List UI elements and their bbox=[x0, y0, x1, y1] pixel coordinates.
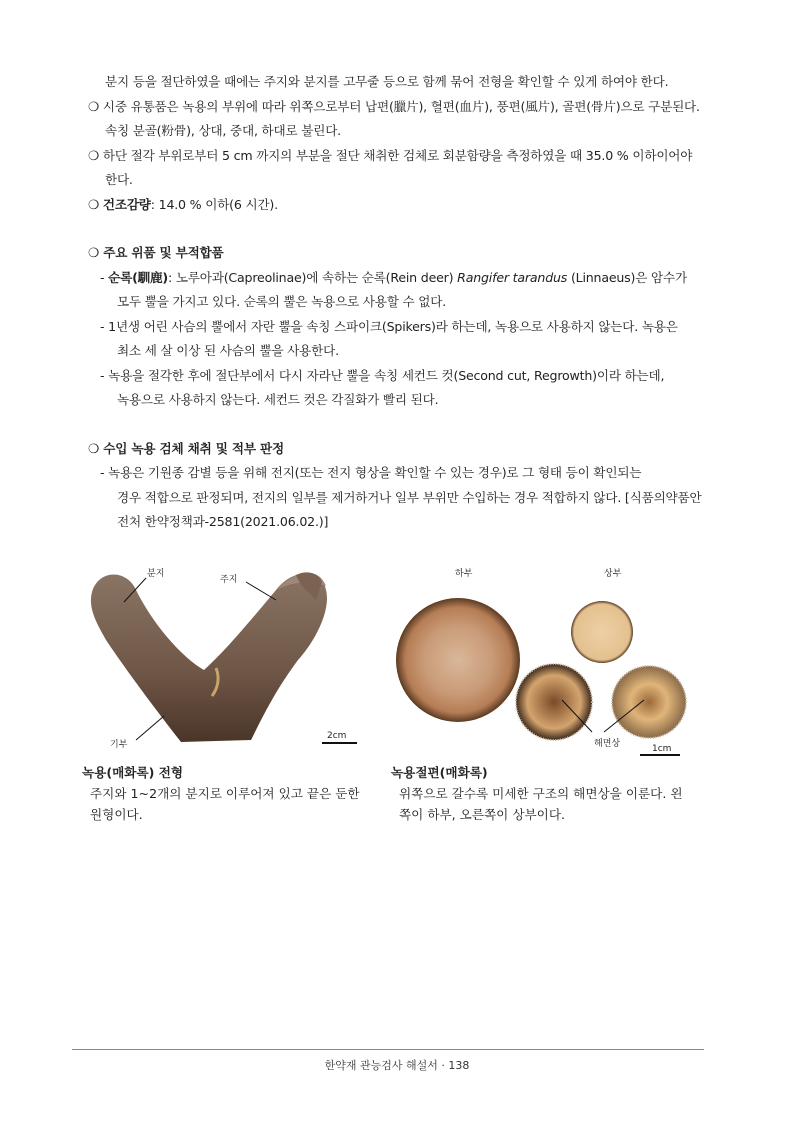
caption-title-left: 녹용(매화록) 전형 bbox=[82, 765, 184, 780]
slice-middle bbox=[516, 664, 592, 740]
caption-left: 주지와 1~2개의 분지로 이루어져 있고 끝은 둔한 원형이다. bbox=[90, 786, 360, 822]
antler-slices-photo bbox=[392, 590, 692, 750]
label-branch: 분지 bbox=[147, 569, 165, 579]
slice-upper-right bbox=[612, 666, 686, 738]
text-line: 속칭 분골(粉骨), 상대, 중대, 하대로 불린다. bbox=[105, 123, 341, 138]
label-spongy: 해면상 bbox=[594, 739, 621, 749]
dash-item-second-cut: - 녹용을 절각한 후에 절단부에서 다시 자라난 뿔을 속칭 세컨드 컷(Second cut, Regrowth)이라 하는데, bbox=[100, 367, 665, 383]
scale-label-2cm: 2cm bbox=[327, 731, 347, 741]
section-title-adulterants: ❍ 주요 위품 및 부적합품 bbox=[88, 245, 224, 260]
caption-right: 위쪽으로 갈수록 미세한 구조의 해면상을 이룬다. 왼 쪽이 하부, 오른쪽이 상부이다. bbox=[399, 786, 683, 822]
dash-item-import: - 녹용은 기원종 감별 등을 위해 전지(또는 전지 형상을 확인할 수 있는 경우)로 그 형태 등이 확인되는 bbox=[100, 465, 642, 480]
scale-bar-1cm bbox=[640, 754, 680, 756]
text-line: 경우 적합으로 판정되며, 전지의 일부를 제거하거나 일부 부위만 수입하는 경우 적합하지 않다. [식품의약품안 bbox=[117, 489, 702, 505]
page-footer bbox=[0, 1057, 794, 1073]
scale-label-1cm: 1cm bbox=[652, 744, 672, 754]
text-line: 한다. bbox=[105, 172, 133, 187]
footer-rule bbox=[72, 1049, 704, 1050]
label-upper: 상부 bbox=[604, 569, 622, 579]
bullet-drying-loss: ❍ 건조감량: 14.0 % 이하(6 시간). bbox=[88, 196, 278, 212]
text-line: 모두 뿔을 가지고 있다. 순록의 뿔은 녹용으로 사용할 수 없다. bbox=[117, 294, 447, 309]
footer-title: 한약재 관능검사 해설서 bbox=[324, 1059, 438, 1072]
label-base: 기부 bbox=[110, 740, 128, 750]
label-main-beam: 주지 bbox=[220, 575, 238, 585]
slice-top-small bbox=[571, 601, 633, 663]
scale-bar-2cm bbox=[322, 742, 357, 744]
bullet-retail-grades: ❍ 시중 유통품은 녹용의 부위에 따라 위쪽으로부터 납편(臘片), 혈편(血片), 풍편(風片), 골편(骨片)으로 구분된다. bbox=[88, 98, 700, 114]
page-number: 138 bbox=[448, 1059, 470, 1072]
dash-item-reindeer: - 순록(馴鹿): 노루아과(Capreolinae)에 속하는 순록(Rein deer) Rangifer tarandus (Linnaeus)은 암수가 bbox=[100, 269, 687, 285]
body-text bbox=[88, 70, 708, 535]
label-lower: 하부 bbox=[455, 569, 473, 579]
section-title-import-sampling: ❍ 수입 녹용 검체 채취 및 적부 판정 bbox=[88, 440, 284, 456]
slice-lower-large bbox=[396, 598, 520, 722]
footer-separator: · bbox=[441, 1059, 445, 1072]
leader-main bbox=[246, 582, 276, 600]
bullet-ash-content: ❍ 하단 절각 부위로부터 5 cm 까지의 부분을 절단 채취한 검체로 회분함량을 측정하였을 때 35.0 % 이하이어야 bbox=[88, 147, 693, 163]
text-line: 분지 등을 절단하였을 때에는 주지와 분지를 고무줄 등으로 함께 묶어 전형을 확인할 수 있게 하여야 한다. bbox=[105, 74, 669, 89]
antler-photo bbox=[86, 560, 361, 750]
text-line: 녹용으로 사용하지 않는다. 세컨드 컷은 각질화가 빨리 된다. bbox=[117, 392, 439, 407]
caption-title-right: 녹용절편(매화록) bbox=[391, 765, 488, 780]
dash-item-spikers: - 1년생 어린 사슴의 뿔에서 자란 뿔을 속칭 스파이크(Spikers)라 하는데, 녹용으로 사용하지 않는다. 녹용은 bbox=[100, 318, 678, 334]
antler-shape bbox=[91, 573, 327, 742]
leader-base bbox=[136, 716, 164, 740]
text-line: 전처 한약정책과-2581(2021.06.02.)] bbox=[117, 514, 329, 529]
text-line: 최소 세 살 이상 된 사슴의 뿔을 사용한다. bbox=[117, 343, 339, 358]
